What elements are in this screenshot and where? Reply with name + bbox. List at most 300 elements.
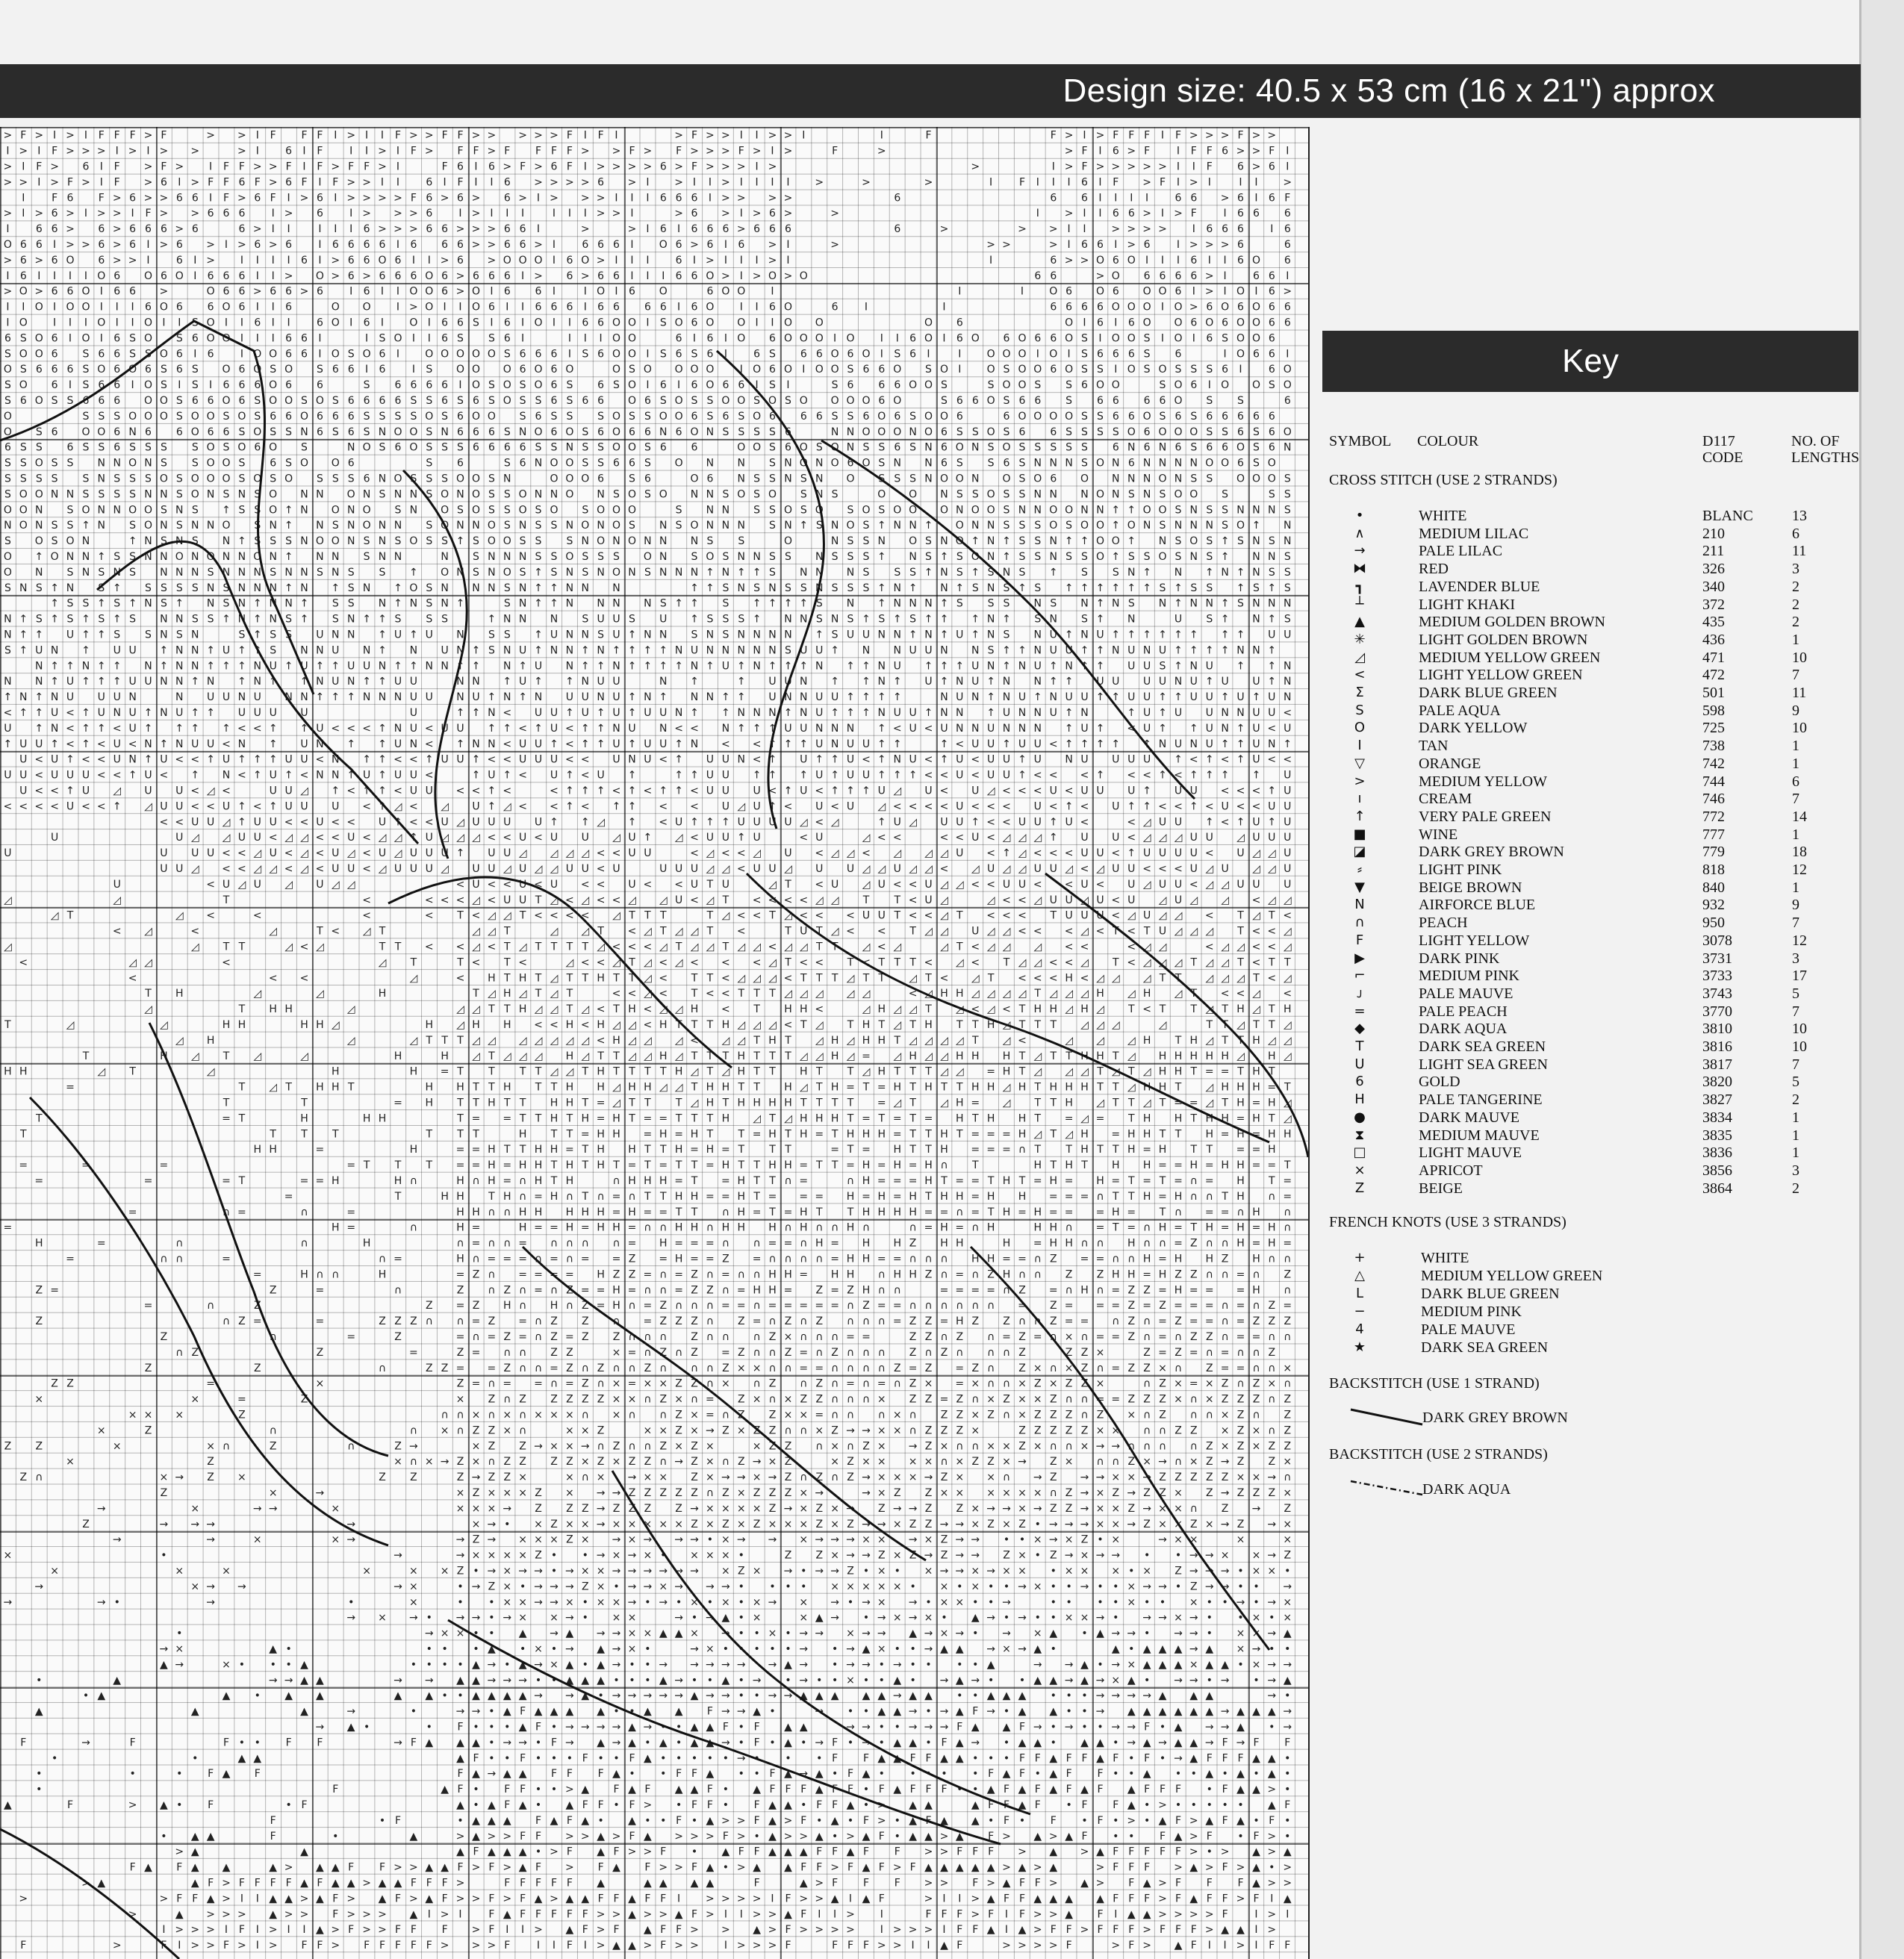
stitch-symbol: I xyxy=(756,379,759,391)
stitch-symbol: H xyxy=(1159,1268,1167,1280)
stitch-symbol: S xyxy=(551,567,558,579)
stitch-symbol: < xyxy=(1002,816,1011,828)
stitch-symbol: O xyxy=(721,395,729,407)
stitch-symbol: U xyxy=(659,707,667,719)
stitch-symbol: ↑ xyxy=(128,770,137,782)
stitch-symbol: N xyxy=(550,644,558,656)
stitch-symbol: F xyxy=(317,130,323,142)
stitch-symbol: U xyxy=(1018,738,1026,750)
stitch-symbol: N xyxy=(706,691,714,703)
stitch-symbol: ↑ xyxy=(737,676,746,688)
stitch-symbol: T xyxy=(582,1191,589,1203)
stitch-symbol: ◿ xyxy=(1252,1003,1260,1015)
stitch-symbol: U xyxy=(1190,676,1198,688)
stitch-symbol: O xyxy=(877,488,886,500)
stitch-symbol: ◿ xyxy=(1096,1097,1104,1109)
stitch-symbol: U xyxy=(784,676,791,688)
stitch-symbol: ↑ xyxy=(690,676,699,688)
stitch-symbol: S xyxy=(1081,332,1088,344)
stitch-symbol: U xyxy=(66,800,74,812)
stitch-symbol: S xyxy=(457,332,464,344)
stitch-symbol: = xyxy=(503,1112,511,1124)
stitch-symbol: N xyxy=(1252,504,1260,516)
stitch-symbol: Z xyxy=(816,1378,824,1390)
stitch-symbol: I xyxy=(444,302,447,314)
stitch-symbol: U xyxy=(800,723,807,735)
stitch-symbol: ◿ xyxy=(550,863,559,875)
stitch-symbol: ◿ xyxy=(831,894,839,906)
stitch-symbol: H xyxy=(566,1175,574,1187)
stitch-symbol: I xyxy=(771,176,774,188)
stitch-symbol: < xyxy=(815,910,824,922)
stitch-symbol: I xyxy=(37,270,40,282)
stitch-symbol: N xyxy=(35,520,43,532)
stitch-symbol: U xyxy=(1252,676,1260,688)
stitch-symbol: I xyxy=(521,208,524,219)
stitch-symbol: I xyxy=(458,208,461,219)
stitch-symbol: S xyxy=(1065,395,1072,407)
stitch-symbol: < xyxy=(222,785,231,797)
stitch-symbol: ↑ xyxy=(144,707,153,719)
stitch-symbol: I xyxy=(381,286,384,298)
stitch-symbol: N xyxy=(456,676,464,688)
stitch-symbol: H xyxy=(488,1144,496,1156)
stitch-symbol: O xyxy=(784,504,792,516)
stitch-symbol: T xyxy=(223,1050,230,1062)
stitch-symbol: T xyxy=(784,1050,791,1062)
stitch-symbol: S xyxy=(660,395,667,407)
stitch-symbol: ◿ xyxy=(223,832,231,844)
stitch-symbol: H xyxy=(987,1082,995,1094)
stitch-symbol: ↑ xyxy=(1002,660,1011,672)
stitch-symbol: I xyxy=(287,223,290,235)
stitch-symbol: T xyxy=(909,1128,916,1140)
stitch-symbol: I xyxy=(756,176,759,188)
stitch-symbol: N xyxy=(1143,473,1151,485)
stitch-symbol: ↑ xyxy=(690,816,699,828)
stitch-symbol: ↑ xyxy=(644,644,653,656)
stitch-symbol: = xyxy=(1283,1175,1292,1187)
stitch-symbol: ↑ xyxy=(971,816,980,828)
stitch-symbol: = xyxy=(799,1300,808,1312)
stitch-symbol: 6 xyxy=(769,223,776,235)
stitch-symbol: = xyxy=(534,1284,543,1296)
stitch-symbol: = xyxy=(456,1300,465,1312)
stitch-symbol: = xyxy=(550,1253,559,1265)
stitch-symbol: S xyxy=(988,567,995,579)
stitch-symbol: > xyxy=(488,130,497,142)
stitch-symbol: O xyxy=(768,270,777,282)
stitch-symbol: 6 xyxy=(348,426,355,438)
stitch-symbol: H xyxy=(847,1253,855,1265)
stitch-symbol: I xyxy=(584,302,587,314)
stitch-symbol: U xyxy=(956,770,963,782)
stitch-symbol: U xyxy=(909,723,916,735)
stitch-symbol: N xyxy=(160,488,167,500)
stitch-symbol: 6 xyxy=(1206,302,1213,314)
stitch-symbol: < xyxy=(160,816,169,828)
stitch-symbol: = xyxy=(955,1284,964,1296)
stitch-symbol: ◿ xyxy=(191,1050,199,1062)
stitch-symbol: S xyxy=(1222,488,1228,500)
stitch-symbol: N xyxy=(894,644,901,656)
stitch-symbol: < xyxy=(799,910,808,922)
stitch-symbol: N xyxy=(1003,567,1010,579)
stitch-symbol: ◿ xyxy=(4,894,12,906)
stitch-symbol: U xyxy=(768,676,776,688)
stitch-symbol: = xyxy=(518,1331,527,1343)
stitch-symbol: U xyxy=(1065,894,1072,906)
stitch-symbol: T xyxy=(706,1050,714,1062)
stitch-symbol: 6 xyxy=(113,364,120,376)
stitch-symbol: N xyxy=(160,676,167,688)
stitch-symbol: U xyxy=(722,770,729,782)
stitch-symbol: S xyxy=(1175,551,1182,563)
stitch-symbol: > xyxy=(300,286,309,298)
stitch-symbol: Z xyxy=(956,1331,964,1343)
stitch-symbol: > xyxy=(160,208,169,219)
stitch-symbol: 6 xyxy=(660,192,667,204)
stitch-symbol: ◿ xyxy=(1127,910,1136,922)
stitch-symbol: ∩ xyxy=(270,1331,277,1343)
stitch-symbol: T xyxy=(675,1206,682,1218)
stitch-symbol: 6 xyxy=(52,255,58,267)
stitch-symbol: 6 xyxy=(1050,473,1057,485)
stitch-symbol: ↑ xyxy=(1189,800,1198,812)
stitch-symbol: T xyxy=(644,1144,651,1156)
stitch-symbol: O xyxy=(612,332,620,344)
stitch-symbol: U xyxy=(66,770,74,782)
stitch-symbol: S xyxy=(4,473,11,485)
stitch-symbol: = xyxy=(815,1362,824,1374)
stitch-symbol: U xyxy=(254,816,261,828)
stitch-symbol: S xyxy=(847,364,854,376)
stitch-symbol: O xyxy=(441,348,449,360)
stitch-symbol: O xyxy=(706,364,714,376)
stitch-symbol: O xyxy=(628,442,636,454)
stitch-symbol: U xyxy=(1206,691,1213,703)
stitch-symbol: N xyxy=(738,520,745,532)
stitch-symbol: N xyxy=(379,551,386,563)
stitch-symbol: S xyxy=(4,535,11,547)
stitch-symbol: S xyxy=(738,535,744,547)
stitch-symbol: 6 xyxy=(535,411,542,423)
stitch-symbol: < xyxy=(1080,972,1089,984)
stitch-symbol: S xyxy=(941,395,948,407)
stitch-symbol: F xyxy=(676,146,682,158)
stitch-symbol: 6 xyxy=(364,395,370,407)
stitch-symbol: 6 xyxy=(441,270,448,282)
stitch-symbol: ↑ xyxy=(830,676,839,688)
stitch-symbol: ◿ xyxy=(1033,1066,1042,1078)
stitch-symbol: = xyxy=(1205,1175,1214,1187)
stitch-symbol: < xyxy=(893,879,902,891)
stitch-symbol: 6 xyxy=(566,302,573,314)
stitch-symbol: O xyxy=(1096,458,1104,470)
stitch-symbol: S xyxy=(691,348,698,360)
stitch-symbol: T xyxy=(784,879,791,891)
stitch-symbol: S xyxy=(441,614,448,626)
stitch-symbol: N xyxy=(175,660,183,672)
stitch-symbol: ∩ xyxy=(706,1268,714,1280)
stitch-symbol: = xyxy=(706,1159,715,1171)
stitch-symbol: H xyxy=(706,1144,715,1156)
stitch-symbol: ↑ xyxy=(690,770,699,782)
stitch-symbol: S xyxy=(254,535,261,547)
stitch-symbol: ◿ xyxy=(1236,832,1245,844)
stitch-symbol: ↑ xyxy=(50,676,59,688)
stitch-symbol: H xyxy=(675,1066,683,1078)
stitch-symbol: S xyxy=(566,535,573,547)
stitch-symbol: H xyxy=(379,1268,387,1280)
stitch-symbol: < xyxy=(971,1003,980,1015)
stitch-symbol: ◿ xyxy=(675,1050,683,1062)
stitch-symbol: < xyxy=(768,785,777,797)
stitch-symbol: U xyxy=(1268,800,1275,812)
stitch-symbol: N xyxy=(987,551,995,563)
stitch-symbol: T xyxy=(582,1144,589,1156)
stitch-symbol: U xyxy=(51,754,58,766)
stitch-symbol: H xyxy=(940,1238,948,1250)
stitch-symbol: ↑ xyxy=(893,738,902,750)
stitch-symbol: 6 xyxy=(67,192,74,204)
stitch-symbol: × xyxy=(971,1378,980,1390)
stitch-symbol: T xyxy=(1112,1097,1119,1109)
stitch-symbol: I xyxy=(69,270,72,282)
stitch-symbol: = xyxy=(612,1191,621,1203)
stitch-symbol: T xyxy=(862,1082,870,1094)
stitch-symbol: < xyxy=(924,910,933,922)
stitch-symbol: ◿ xyxy=(1284,941,1292,953)
stitch-symbol: N xyxy=(706,488,714,500)
stitch-symbol: T xyxy=(300,1128,308,1140)
stitch-symbol: < xyxy=(1018,785,1027,797)
stitch-symbol: I xyxy=(193,255,196,267)
stitch-symbol: U xyxy=(971,676,979,688)
stitch-symbol: > xyxy=(534,239,543,251)
stitch-symbol: S xyxy=(192,379,199,391)
stitch-symbol: U xyxy=(862,738,870,750)
stitch-symbol: 6 xyxy=(20,270,27,282)
stitch-symbol: ◿ xyxy=(1284,926,1292,938)
stitch-symbol: ↑ xyxy=(986,691,995,703)
stitch-symbol: = xyxy=(893,1112,902,1124)
stitch-symbol: T xyxy=(238,941,246,953)
stitch-symbol: < xyxy=(628,941,637,953)
stitch-symbol: S xyxy=(1019,567,1026,579)
stitch-symbol: S xyxy=(20,442,27,454)
stitch-symbol: N xyxy=(738,458,745,470)
stitch-symbol: ◿ xyxy=(644,988,652,1000)
stitch-symbol: ↑ xyxy=(1096,770,1105,782)
stitch-symbol: T xyxy=(675,1019,682,1031)
stitch-symbol: 6 xyxy=(254,239,261,251)
stitch-symbol: T xyxy=(987,1175,995,1187)
stitch-symbol: ◿ xyxy=(831,816,839,828)
stitch-symbol: 6 xyxy=(301,332,308,344)
stitch-symbol: F xyxy=(270,130,276,142)
stitch-symbol: S xyxy=(285,458,292,470)
stitch-symbol: ◿ xyxy=(862,832,871,844)
stitch-symbol: ◿ xyxy=(1205,1097,1213,1109)
stitch-symbol: < xyxy=(1018,972,1027,984)
stitch-symbol: N xyxy=(1221,707,1228,719)
stitch-symbol: ◿ xyxy=(659,894,668,906)
stitch-symbol: ↑ xyxy=(628,644,637,656)
stitch-symbol: U xyxy=(1236,691,1244,703)
stitch-symbol: S xyxy=(738,614,744,626)
stitch-symbol: < xyxy=(690,832,699,844)
stitch-symbol: 6 xyxy=(660,302,667,314)
stitch-symbol: H xyxy=(940,1144,948,1156)
stitch-symbol: ↑ xyxy=(1142,629,1151,641)
stitch-symbol: S xyxy=(769,520,776,532)
stitch-symbol: ↑ xyxy=(1267,660,1276,672)
stitch-symbol: O xyxy=(519,255,527,267)
stitch-symbol: < xyxy=(1283,988,1292,1000)
stitch-symbol: U xyxy=(924,785,932,797)
stitch-symbol: O xyxy=(1065,317,1073,329)
stitch-symbol: O xyxy=(690,364,698,376)
stitch-symbol: I xyxy=(584,130,587,142)
stitch-symbol: H xyxy=(1034,1222,1042,1234)
stitch-symbol: F xyxy=(1113,130,1119,142)
stitch-symbol: ◿ xyxy=(691,941,699,953)
stitch-symbol: U xyxy=(612,754,620,766)
stitch-symbol: S xyxy=(1222,504,1228,516)
stitch-symbol: O xyxy=(628,395,636,407)
stitch-symbol: 6 xyxy=(644,426,651,438)
stitch-symbol: Z xyxy=(785,1315,792,1327)
stitch-symbol: O xyxy=(81,286,90,298)
stitch-symbol: N xyxy=(691,738,698,750)
stitch-symbol: ↑ xyxy=(1096,691,1105,703)
stitch-symbol: × xyxy=(1065,1331,1074,1343)
stitch-symbol: O xyxy=(269,504,277,516)
stitch-symbol: O xyxy=(800,395,808,407)
stitch-symbol: N xyxy=(347,535,355,547)
stitch-symbol: N xyxy=(410,644,417,656)
stitch-symbol: 6 xyxy=(1081,302,1088,314)
stitch-symbol: ∩ xyxy=(503,1206,511,1218)
stitch-symbol: < xyxy=(425,894,434,906)
stitch-symbol: H xyxy=(332,1082,340,1094)
stitch-symbol: 6 xyxy=(1144,442,1151,454)
stitch-symbol: > xyxy=(362,176,371,188)
stitch-symbol: ◿ xyxy=(300,832,308,844)
stitch-symbol: U xyxy=(1018,879,1026,891)
stitch-symbol: N xyxy=(488,551,495,563)
stitch-symbol: U xyxy=(550,707,558,719)
stitch-symbol: = xyxy=(846,1378,855,1390)
stitch-symbol: ∩ xyxy=(722,1331,729,1343)
stitch-symbol: F xyxy=(36,161,42,173)
stitch-symbol: < xyxy=(659,754,668,766)
stitch-symbol: N xyxy=(1112,644,1119,656)
stitch-symbol: < xyxy=(503,754,511,766)
stitch-symbol: N xyxy=(160,629,167,641)
stitch-symbol: > xyxy=(237,146,246,158)
stitch-symbol: S xyxy=(113,629,120,641)
stitch-symbol: > xyxy=(128,146,137,158)
stitch-symbol: I xyxy=(84,130,87,142)
stitch-symbol: ◿ xyxy=(1080,894,1089,906)
stitch-symbol: T xyxy=(1034,1019,1042,1031)
stitch-symbol: Z xyxy=(785,1347,792,1359)
stitch-symbol: O xyxy=(300,411,308,423)
stitch-symbol: T xyxy=(535,941,542,953)
stitch-symbol: ↑ xyxy=(1205,676,1214,688)
stitch-symbol: Z xyxy=(504,1284,511,1296)
stitch-symbol: T xyxy=(1096,1066,1104,1078)
stitch-symbol: ↑ xyxy=(378,754,387,766)
stitch-symbol: U xyxy=(426,629,433,641)
stitch-symbol: I xyxy=(131,302,134,314)
stitch-symbol: S xyxy=(1034,520,1041,532)
stitch-symbol: O xyxy=(846,473,854,485)
stitch-symbol: ↑ xyxy=(768,754,777,766)
stitch-symbol: N xyxy=(722,723,729,735)
stitch-symbol: 6 xyxy=(863,364,870,376)
stitch-symbol: > xyxy=(393,223,402,235)
stitch-symbol: < xyxy=(503,707,511,719)
stitch-symbol: I xyxy=(272,302,275,314)
stitch-symbol: < xyxy=(612,847,621,859)
stitch-symbol: U xyxy=(1065,644,1072,656)
stitch-symbol: S xyxy=(909,614,916,626)
stitch-symbol: Z xyxy=(1128,1331,1136,1343)
stitch-symbol: H xyxy=(956,1112,964,1124)
stitch-symbol: ◿ xyxy=(737,1019,745,1031)
stitch-symbol: < xyxy=(346,816,355,828)
stitch-symbol: I xyxy=(553,317,556,329)
stitch-symbol: O xyxy=(1158,504,1166,516)
stitch-symbol: S xyxy=(520,379,526,391)
stitch-symbol: < xyxy=(190,754,199,766)
stitch-symbol: ↑ xyxy=(66,785,75,797)
stitch-symbol: ∩ xyxy=(550,1284,558,1296)
stitch-symbol: U xyxy=(98,691,105,703)
stitch-symbol: 6 xyxy=(457,239,464,251)
stitch-symbol: O xyxy=(347,488,355,500)
stitch-symbol: < xyxy=(362,723,371,735)
stitch-symbol: S xyxy=(4,582,11,594)
stitch-symbol: U xyxy=(862,770,870,782)
stitch-symbol: S xyxy=(972,426,979,438)
stitch-symbol: Z xyxy=(1003,1315,1010,1327)
stitch-symbol: S xyxy=(1144,348,1151,360)
stitch-symbol: H xyxy=(1080,1082,1089,1094)
stitch-symbol: O xyxy=(644,364,652,376)
stitch-symbol: O xyxy=(393,473,402,485)
stitch-symbol: U xyxy=(831,879,839,891)
stitch-symbol: = xyxy=(940,1315,949,1327)
stitch-symbol: O xyxy=(940,473,948,485)
stitch-symbol: 6 xyxy=(379,270,386,282)
stitch-symbol: Z xyxy=(1128,1394,1136,1406)
stitch-symbol: ◿ xyxy=(550,1003,559,1015)
stitch-symbol: ∩ xyxy=(987,1347,995,1359)
stitch-symbol: < xyxy=(784,894,793,906)
stitch-symbol: S xyxy=(1004,488,1010,500)
stitch-symbol: I xyxy=(740,302,743,314)
stitch-symbol: N xyxy=(379,426,386,438)
stitch-symbol: 6 xyxy=(1081,379,1088,391)
stitch-symbol: N xyxy=(675,567,682,579)
stitch-symbol: S xyxy=(1081,364,1088,376)
stitch-symbol: S xyxy=(270,644,276,656)
stitch-symbol: I xyxy=(553,208,556,219)
